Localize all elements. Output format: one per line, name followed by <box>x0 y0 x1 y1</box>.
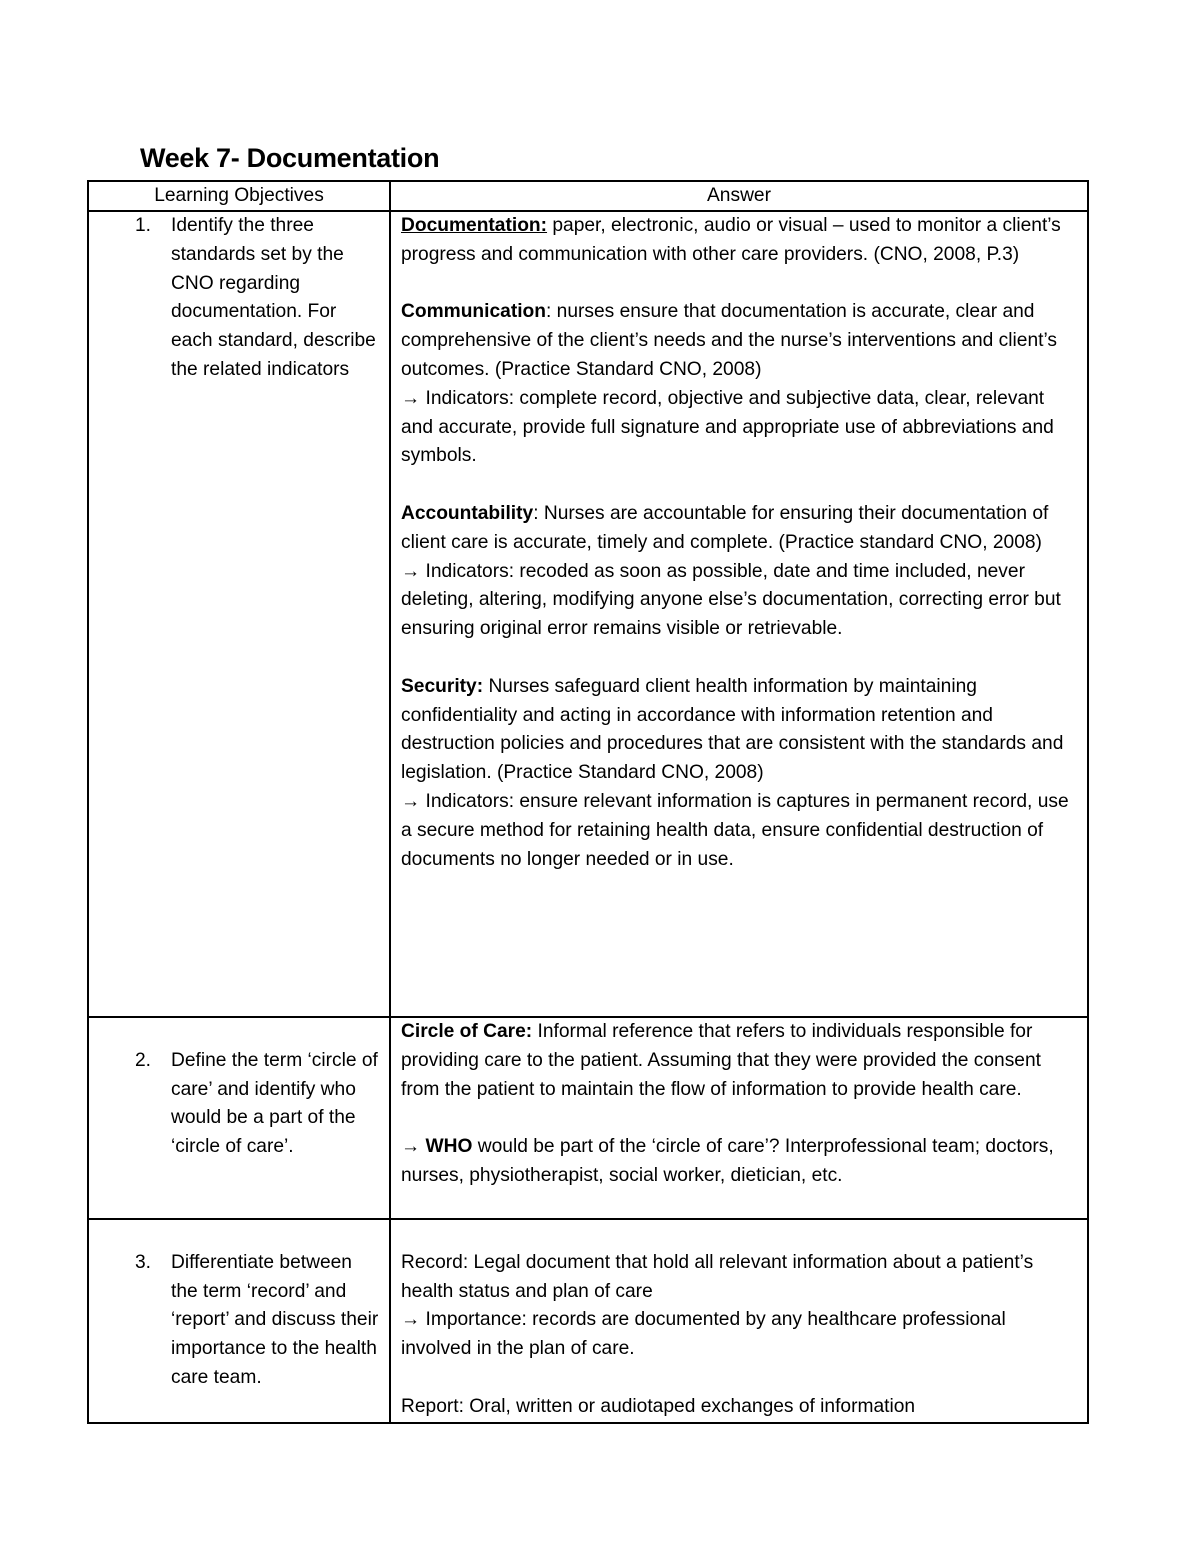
documentation-paragraph <box>401 212 1081 270</box>
security-label: Security: <box>401 675 484 697</box>
accountability-label: Accountability <box>401 502 534 524</box>
answer-cell <box>390 1017 1088 1219</box>
arrow-right-icon: → <box>401 1136 421 1158</box>
security-text: Nurses safeguard client health information by maintaining confidentiality and acting in accordance with information retention and destruction policies and procedures that are consistent with the standards and legislation. (Practice Standard CNO, 2008) <box>401 675 1064 784</box>
answer-cell <box>390 211 1088 1017</box>
communication-label: Communication <box>401 301 546 323</box>
spacer <box>401 1220 1081 1249</box>
objective-text: Differentiate between the term ‘record’ and ‘report’ and discuss their importance to the health care team. <box>171 1251 379 1388</box>
circle-of-care-label: Circle of Care: <box>401 1021 533 1042</box>
record-importance <box>401 1306 1081 1364</box>
accountability-text: : Nurses are accountable for ensuring their documentation of client care is accurate, timely and complete. (Practice standard CNO, 2008) <box>401 502 1049 553</box>
objective-number: 1. <box>135 215 152 236</box>
page-title: Week 7- Documentation <box>140 143 440 173</box>
arrow-right-icon: → <box>401 387 421 409</box>
table-row <box>88 211 1088 1017</box>
spacer <box>401 644 1081 673</box>
who-text: would be part of the ‘circle of care’? Interprofessional team; doctors, nurses, physiotherapist, social worker, dietician, etc. <box>401 1136 1054 1186</box>
security-indicators <box>401 788 1081 874</box>
importance-text: Importance: records are documented by any healthcare professional involved in the plan of care. <box>401 1309 1006 1360</box>
spacer <box>401 270 1081 299</box>
objective-number: 2. <box>135 1049 152 1071</box>
header-learning-objectives: Learning Objectives <box>88 181 390 211</box>
objective-cell <box>88 1017 390 1219</box>
communication-text: : nurses ensure that documentation is accurate, clear and comprehensive of the client’s needs and the nurse’s interventions and client’s outcomes. (Practice Standard CNO, 2008) <box>401 301 1057 380</box>
spacer <box>401 1364 1081 1393</box>
objective-number: 3. <box>135 1251 152 1273</box>
who-paragraph <box>401 1133 1081 1191</box>
arrow-right-icon: → <box>401 1309 421 1331</box>
indicators-text: Indicators: ensure relevant information is captures in permanent record, use a secure method for retaining health data, ensure confidential destruction of documents no longer needed or in use. <box>401 790 1069 870</box>
indicators-text: Indicators: recoded as soon as possible, date and time included, never deleting, altering, modifying anyone else’s documentation, correcting error but ensuring original error remains visible or retrievable. <box>401 560 1061 640</box>
objective-text: Define the term ‘circle of care’ and identify who would be a part of the ‘circle of care’. <box>171 1049 378 1158</box>
table-row <box>88 1219 1088 1423</box>
communication-paragraph <box>401 298 1081 384</box>
objective-text: Identify the three standards set by the CNO regarding documentation. For each standard, describe the related indicators <box>171 215 376 380</box>
report-paragraph: Report: Oral, written or audiotaped exchanges of information <box>401 1395 916 1417</box>
circle-of-care-paragraph <box>401 1018 1081 1104</box>
accountability-indicators <box>401 558 1081 644</box>
objective-cell <box>88 1219 390 1423</box>
objectives-table <box>87 180 1089 1424</box>
table-header-row <box>88 181 1088 211</box>
arrow-right-icon: → <box>401 560 421 582</box>
record-paragraph: Record: Legal document that hold all relevant information about a patient’s health status and plan of care <box>401 1251 1034 1302</box>
accountability-paragraph <box>401 500 1081 558</box>
spacer <box>401 1104 1081 1133</box>
communication-indicators <box>401 385 1081 471</box>
security-paragraph <box>401 673 1081 788</box>
documentation-label: Documentation: <box>401 215 548 236</box>
table-row <box>88 1017 1088 1219</box>
header-answer: Answer <box>390 181 1088 211</box>
spacer <box>401 471 1081 500</box>
circle-of-care-text: Informal reference that refers to individuals responsible for providing care to the patient. Assuming that they were provided the consent from the patient to maintain the flow of information to provide health care. <box>401 1021 1041 1100</box>
objective-cell <box>88 211 390 1017</box>
who-label: WHO <box>425 1136 473 1158</box>
answer-cell <box>390 1219 1088 1423</box>
arrow-right-icon: → <box>401 790 421 812</box>
documentation-text: paper, electronic, audio or visual – used to monitor a client’s progress and communication with other care providers. (CNO, 2008, P.3) <box>401 215 1061 265</box>
indicators-text: Indicators: complete record, objective and subjective data, clear, relevant and accurate, provide full signature and appropriate use of abbreviations and symbols. <box>401 387 1054 467</box>
